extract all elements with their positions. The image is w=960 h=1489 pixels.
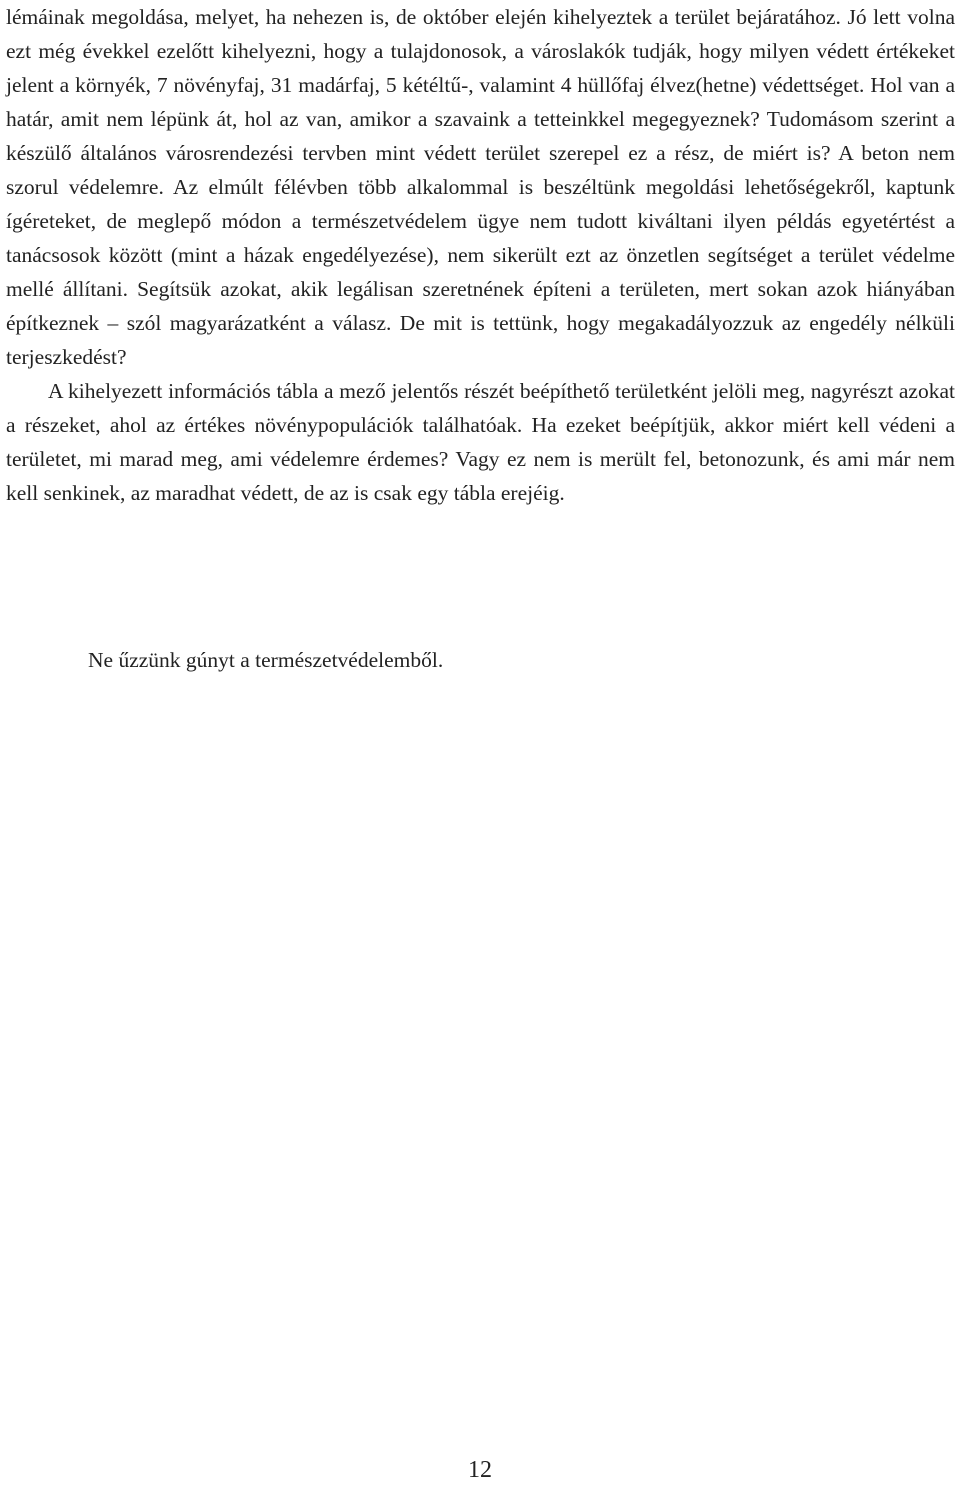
paragraph-2: A kihelyezett információs tábla a mező jelentős részét beépíthető területként jelöli meg, nagyrészt azokat a részeket, ahol az értékes növénypopulációk találhatóak. Ha ezeket beépítjük, akkor miért kell védeni a területet, mi marad meg, ami védelemre érdemes? Vagy ez nem is merült fel, betonozunk, és ami már nem kell senkinek, az maradhat védett, de az is csak egy tábla erejéig. bbox=[6, 379, 955, 505]
article-body bbox=[6, 0, 955, 510]
closing-line: Ne űzzünk gúnyt a természetvédelemből. bbox=[88, 648, 444, 672]
paragraph-1: lémáinak megoldása, melyet, ha nehezen is, de október elején kihelyeztek a terület bejáratához. Jó lett volna ezt még évekkel ezelőtt kihelyezni, hogy a tulajdonosok, a városlakók tudják, hogy milyen védett értékeket jelent a környék, 7 növényfaj, 31 madárfaj, 5 kétéltű-, valamint 4 hüllőfaj élvez(hetne) védettséget. Hol van a határ, amit nem lépünk át, hol az van, amikor a szavaink a tetteinkkel megegyeznek? Tudomásom szerint a készülő általános városrendezési tervben mint védett terület szerepel ez a rész, de miért is? A beton nem szorul védelemre. Az elmúlt félévben több alkalommal is beszéltünk megoldási lehetőségekről, kaptunk ígéreteket, de meglepő módon a természetvédelem ügye nem tudott kiváltani ilyen példás egyetértést a tanácsosok között (mint a házak engedélyezése), nem sikerült ezt az önzetlen segítséget a terület védelme mellé állítani. Segítsük azokat, akik legálisan szeretnének építeni a területen, mert sokan azok hiányában építkeznek – szól magyarázatként a válasz. De mit is tettünk, hogy megakadályozzuk az engedély nélküli terjeszkedést? bbox=[6, 5, 955, 369]
page-number: 12 bbox=[468, 1457, 492, 1483]
